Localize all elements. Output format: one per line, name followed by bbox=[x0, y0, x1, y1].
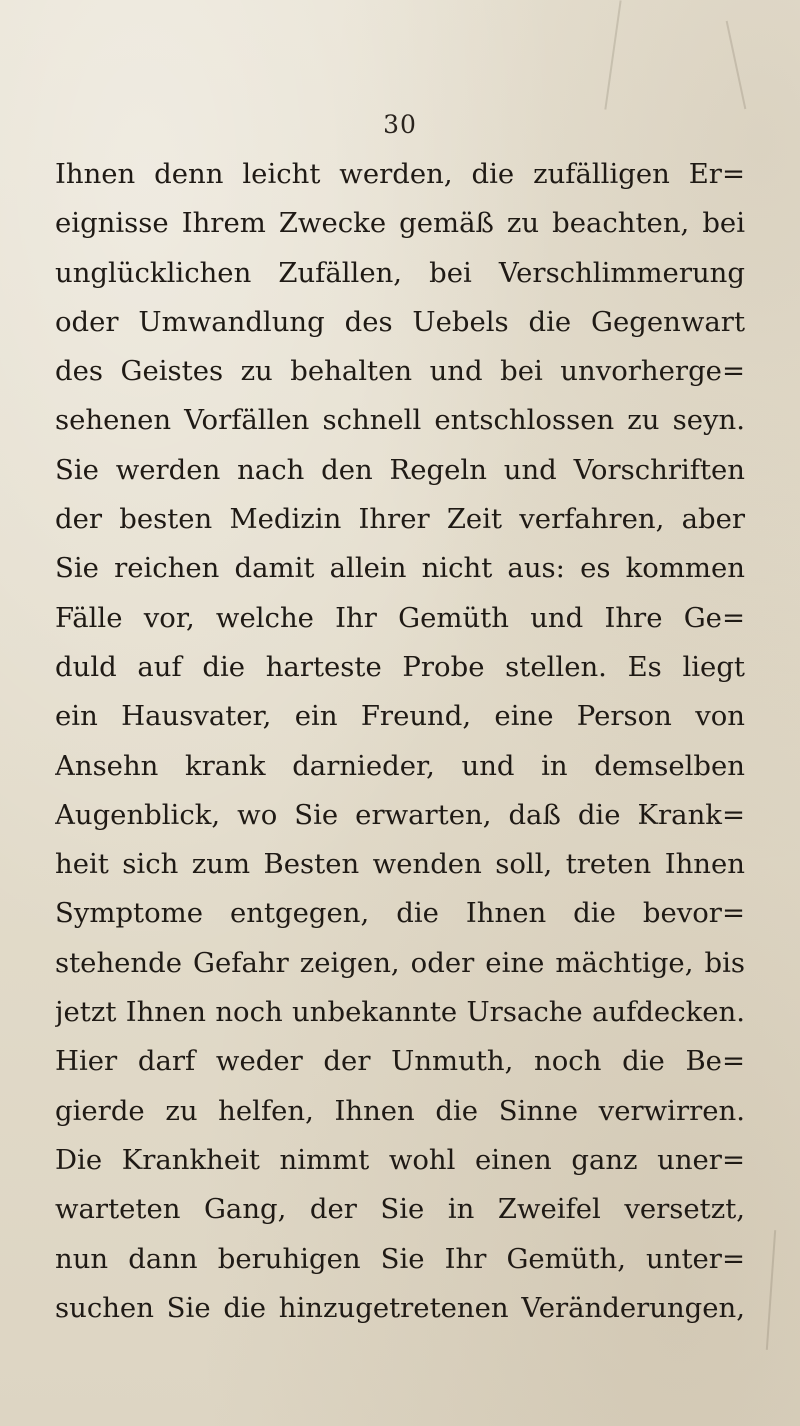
text-line: heit sich zum Besten wenden soll, treten Ihnen bbox=[55, 848, 745, 881]
text-line: Fälle vor, welche Ihr Gemüth und Ihre Ge= bbox=[55, 601, 745, 634]
text-line: eignisse Ihrem Zwecke gemäß zu beachten, bei bbox=[55, 207, 745, 240]
text-line: Symptome entgegen, die Ihnen die bevor= bbox=[55, 897, 745, 930]
text-line: sehenen Vorfällen schnell entschlossen zu seyn. bbox=[55, 404, 745, 437]
text-line: nun dann beruhigen Sie Ihr Gemüth, unter= bbox=[55, 1242, 745, 1275]
text-line: warteten Gang, der Sie in Zweifel versetzt, bbox=[55, 1193, 745, 1226]
text-line: stehende Gefahr zeigen, oder eine mächtige, bis bbox=[55, 946, 745, 979]
paper-scratch bbox=[726, 21, 747, 109]
text-line: Die Krankheit nimmt wohl einen ganz uner= bbox=[55, 1143, 745, 1176]
text-line: Hier darf weder der Unmuth, noch die Be= bbox=[55, 1045, 745, 1078]
body-text bbox=[55, 150, 745, 1333]
text-line: gierde zu helfen, Ihnen die Sinne verwirren. bbox=[55, 1094, 745, 1127]
text-line: des Geistes zu behalten und bei unvorherge= bbox=[55, 355, 745, 388]
paper-scratch bbox=[604, 0, 621, 109]
text-line: der besten Medizin Ihrer Zeit verfahren, aber bbox=[55, 503, 745, 536]
text-line: ein Hausvater, ein Freund, eine Person von bbox=[55, 700, 745, 733]
text-line: Sie werden nach den Regeln und Vorschriften bbox=[55, 453, 745, 486]
text-line: jetzt Ihnen noch unbekannte Ursache aufdecken. bbox=[55, 996, 745, 1029]
page-number: 30 bbox=[383, 110, 417, 139]
text-line: Ansehn krank darnieder, und in demselben bbox=[55, 749, 745, 782]
text-line: oder Umwandlung des Uebels die Gegenwart bbox=[55, 305, 745, 338]
text-line: duld auf die harteste Probe stellen. Es liegt bbox=[55, 650, 745, 683]
text-line: suchen Sie die hinzugetretenen Veränderungen, bbox=[55, 1291, 745, 1324]
text-line: Ihnen denn leicht werden, die zufälligen Er= bbox=[55, 158, 745, 190]
text-line: unglücklichen Zufällen, bei Verschlimmerung bbox=[55, 256, 745, 289]
text-line: Augenblick, wo Sie erwarten, daß die Krank= bbox=[55, 798, 745, 831]
paper-scratch bbox=[766, 1230, 776, 1350]
text-line: Sie reichen damit allein nicht aus: es kommen bbox=[55, 552, 745, 585]
